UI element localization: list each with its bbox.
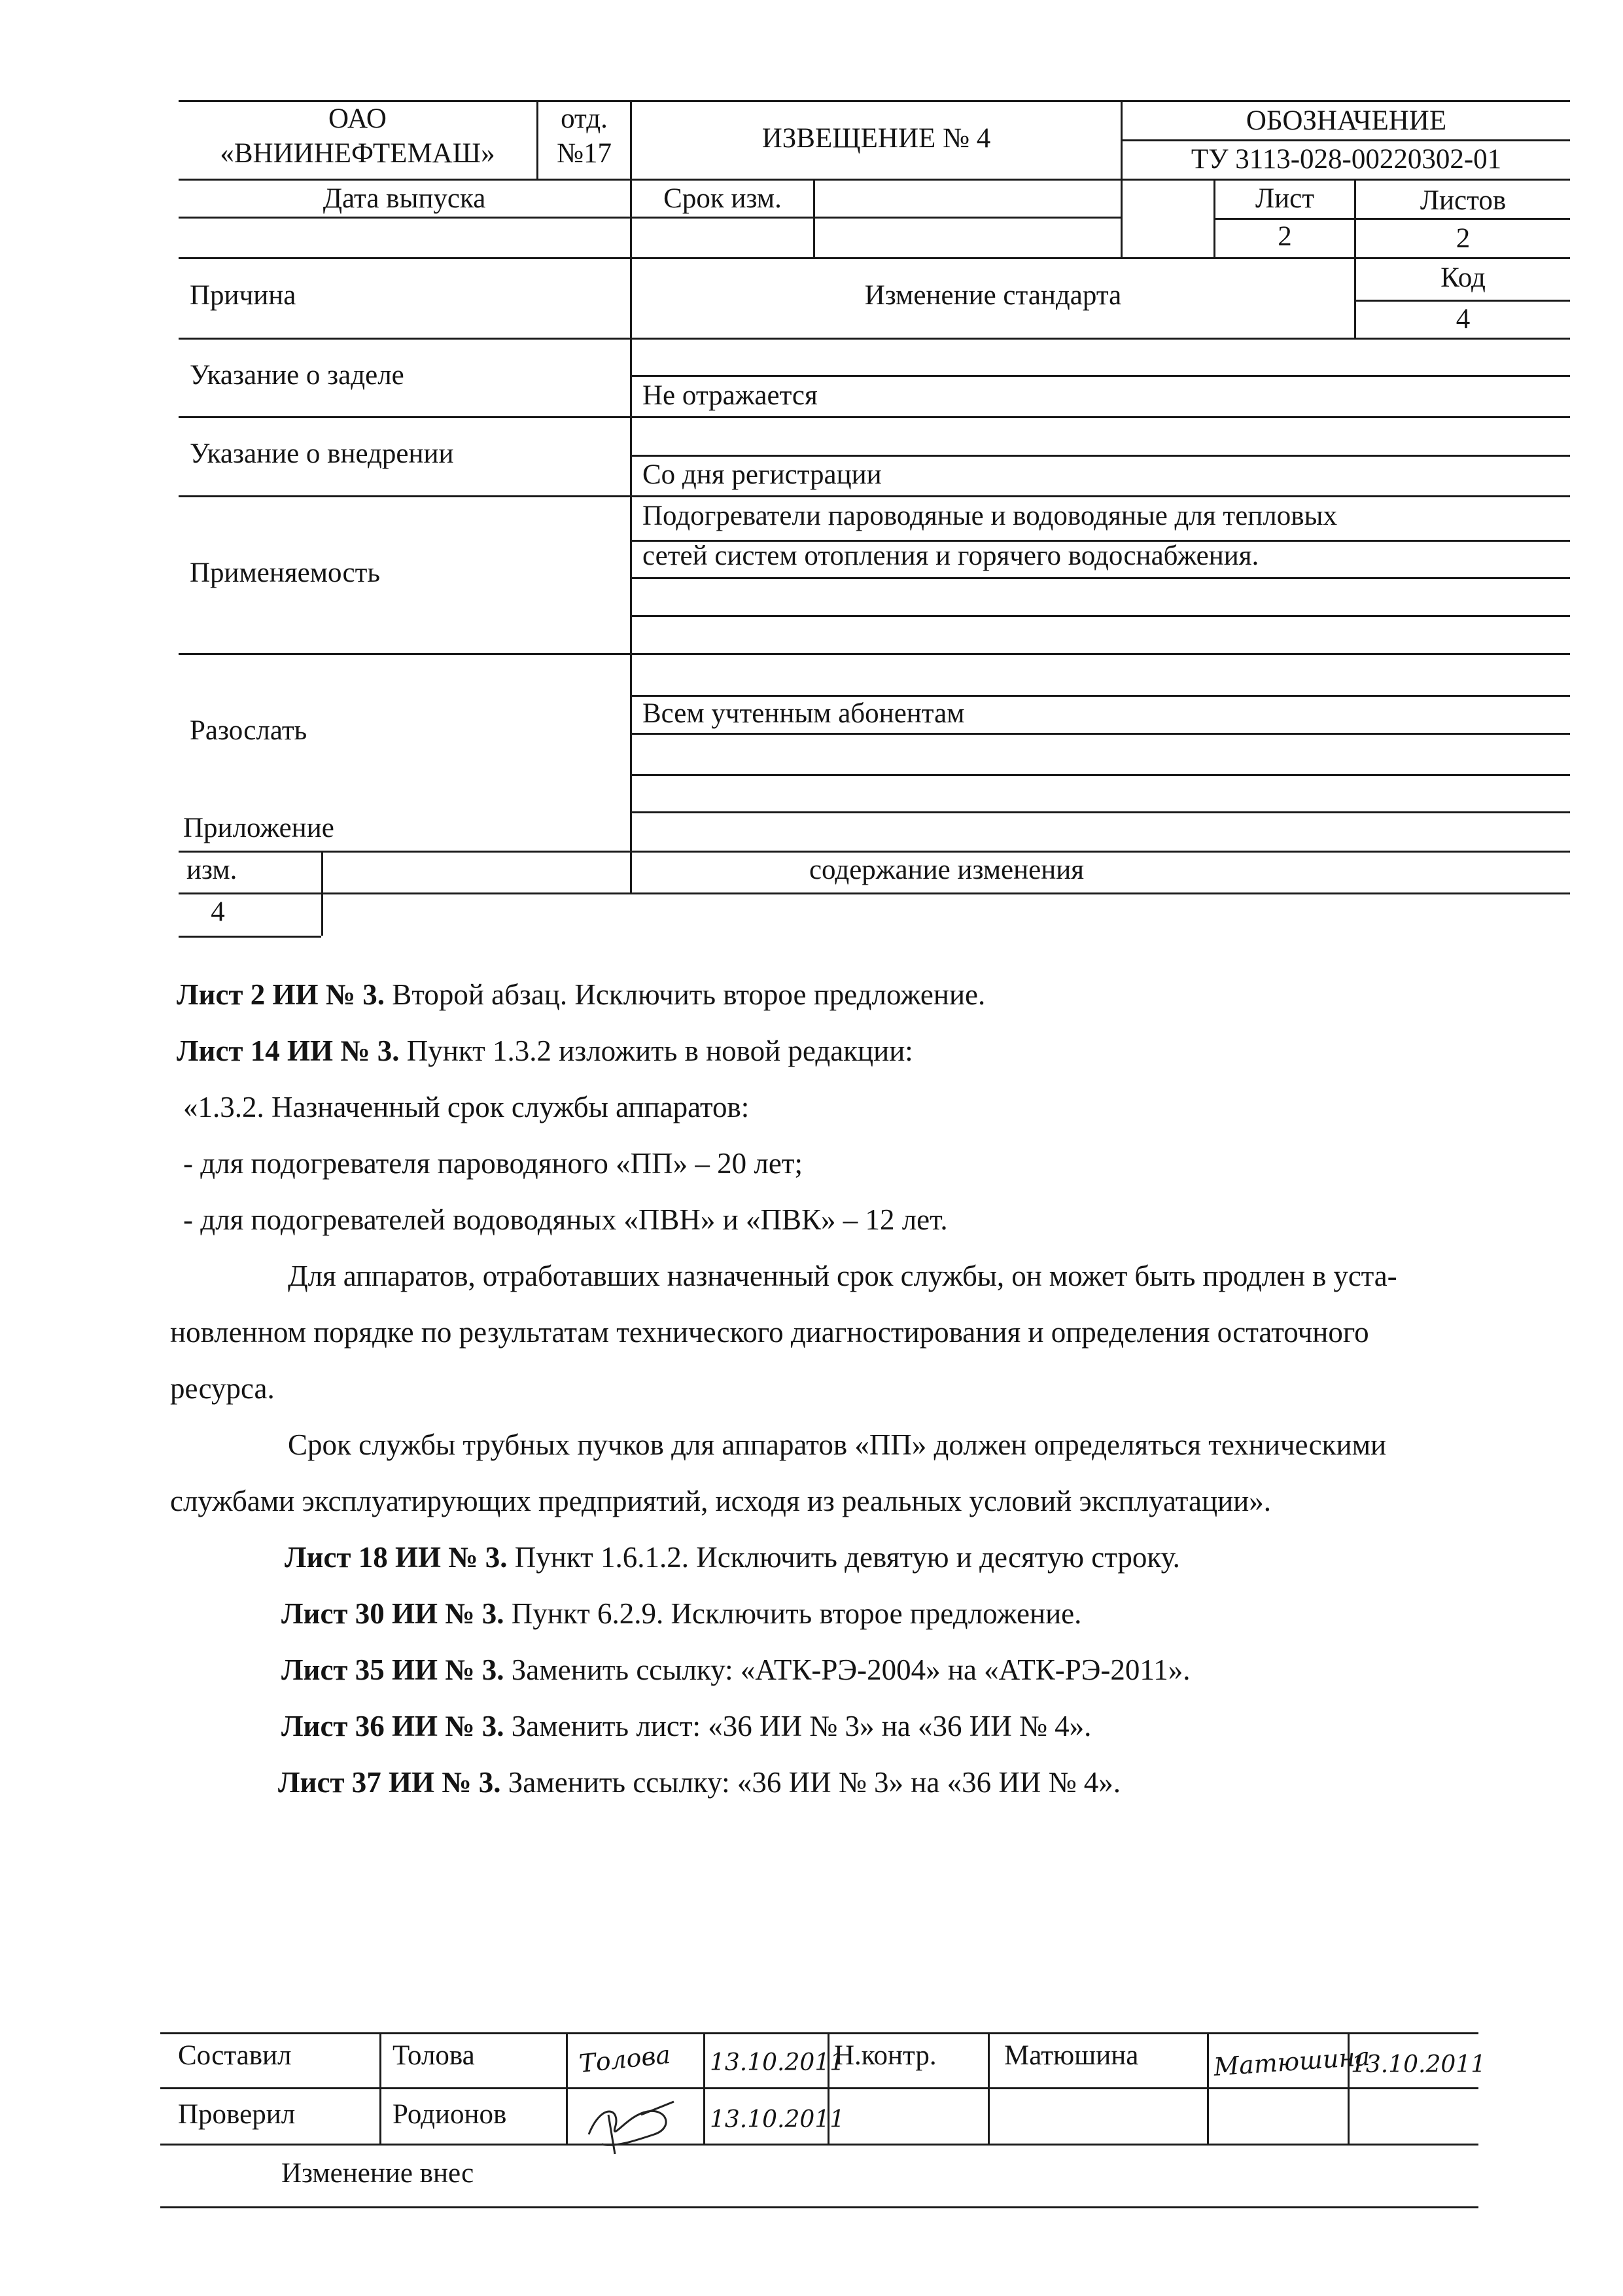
checked-name: Родионов [393, 2099, 507, 2130]
sheet-ref: Лист 14 ИИ № 3. [177, 1034, 400, 1067]
change-item-2: Лист 14 ИИ № 3. Пункт 1.3.2 изложить в новой редакции: [177, 1034, 913, 1067]
change-item-5: Лист 35 ИИ № 3. Заменить ссылку: «АТК-РЭ-2004» на «АТК-РЭ-2011». [281, 1653, 1191, 1686]
norm-control-name: Матюшина [1004, 2040, 1139, 2071]
applicability-label: Применяемость [190, 557, 381, 588]
designation-label: ОБОЗНАЧЕНИЕ [1246, 105, 1447, 136]
change-deadline-label: Срок изм. [663, 183, 782, 214]
paragraph-line: новленном порядке по результатам технического диагностирования и определения остаточного [170, 1316, 1369, 1349]
sheet-ref: Лист 2 ИИ № 3. [177, 978, 385, 1011]
change-content-label: содержание изменения [809, 855, 1085, 885]
distribute-value: Всем учтенным абонентам [642, 698, 965, 729]
dept-number: №17 [556, 138, 612, 169]
org-name-line1: ОАО [328, 103, 387, 134]
sheet-label: Лист [1255, 183, 1315, 214]
backlog-value: Не отражается [642, 380, 818, 411]
implementation-label: Указание о внедрении [190, 438, 454, 469]
change-number-value: 4 [211, 896, 225, 927]
bullet-item: - для подогревателей водоводяных «ПВН» и «ПВК» – 12 лет. [183, 1203, 948, 1236]
applicability-line2: сетей систем отопления и горячего водоснабжения. [642, 540, 1259, 571]
sheet-ref: Лист 30 ИИ № 3. [281, 1597, 504, 1630]
checked-label: Проверил [178, 2099, 296, 2130]
sheet-ref: Лист 37 ИИ № 3. [278, 1766, 501, 1799]
change-made-label: Изменение внес [281, 2158, 474, 2189]
norm-control-date: 13.10.2011 [1351, 2051, 1486, 2078]
norm-control-label: Н.контр. [834, 2040, 937, 2071]
implementation-value: Со дня регистрации [642, 459, 882, 490]
compiled-label: Составил [178, 2040, 292, 2071]
sheet-ref: Лист 35 ИИ № 3. [281, 1653, 504, 1686]
checked-date: 13.10.2011 [710, 2106, 845, 2133]
sheets-label: Листов [1420, 185, 1507, 216]
applicability-line1: Подогреватели пароводяные и водоводяные для тепловых [642, 501, 1337, 531]
reason-value: Изменение стандарта [864, 280, 1122, 311]
code-label: Код [1440, 262, 1486, 293]
checked-signature [576, 2089, 700, 2161]
paragraph-line: Для аппаратов, отработавших назначенный срок службы, он может быть продлен в уста- [288, 1260, 1397, 1292]
sheets-value: 2 [1456, 223, 1471, 254]
designation-value: ТУ 3113-028-00220302-01 [1191, 144, 1502, 175]
paragraph-line: Срок службы трубных пучков для аппаратов «ПП» должен определяться техническими [288, 1428, 1387, 1461]
reason-label: Причина [190, 280, 296, 311]
compiled-date: 13.10.2011 [710, 2049, 845, 2076]
change-item-1: Лист 2 ИИ № 3. Второй абзац. Исключить второе предложение. [177, 978, 986, 1011]
change-item-7: Лист 37 ИИ № 3. Заменить ссылку: «36 ИИ № 3» на «36 ИИ № 4». [278, 1766, 1121, 1799]
change-number-label: изм. [186, 855, 237, 885]
bullet-item: - для подогревателя пароводяного «ПП» – 20 лет; [183, 1147, 803, 1180]
issue-date-label: Дата выпуска [323, 183, 486, 214]
sheet-ref: Лист 36 ИИ № 3. [281, 1710, 504, 1742]
sheet-ref: Лист 18 ИИ № 3. [285, 1541, 508, 1574]
norm-control-signature: Матюшина [1212, 2041, 1371, 2082]
sheet-value: 2 [1278, 221, 1292, 252]
compiled-signature: Толова [578, 2040, 672, 2079]
code-value: 4 [1456, 304, 1471, 334]
dept-label: отд. [561, 103, 608, 134]
compiled-name: Толова [393, 2040, 475, 2071]
paragraph-line: службами эксплуатирующих предприятий, исходя из реальных условий эксплуатации». [170, 1485, 1271, 1517]
org-name-line2: «ВНИИНЕФТЕМАШ» [220, 138, 495, 169]
paragraph-line: ресурса. [170, 1372, 275, 1405]
change-item-3: Лист 18 ИИ № 3. Пункт 1.6.1.2. Исключить девятую и десятую строку. [285, 1541, 1180, 1574]
backlog-label: Указание о заделе [190, 360, 404, 391]
attachment-label: Приложение [183, 813, 334, 843]
change-item-4: Лист 30 ИИ № 3. Пункт 6.2.9. Исключить второе предложение. [281, 1597, 1082, 1630]
change-item-6: Лист 36 ИИ № 3. Заменить лист: «36 ИИ № 3» на «36 ИИ № 4». [281, 1710, 1092, 1742]
notice-title: ИЗВЕЩЕНИЕ № 4 [761, 123, 991, 154]
distribute-label: Разослать [190, 715, 307, 746]
quote-start: «1.3.2. Назначенный срок службы аппаратов: [183, 1091, 750, 1123]
